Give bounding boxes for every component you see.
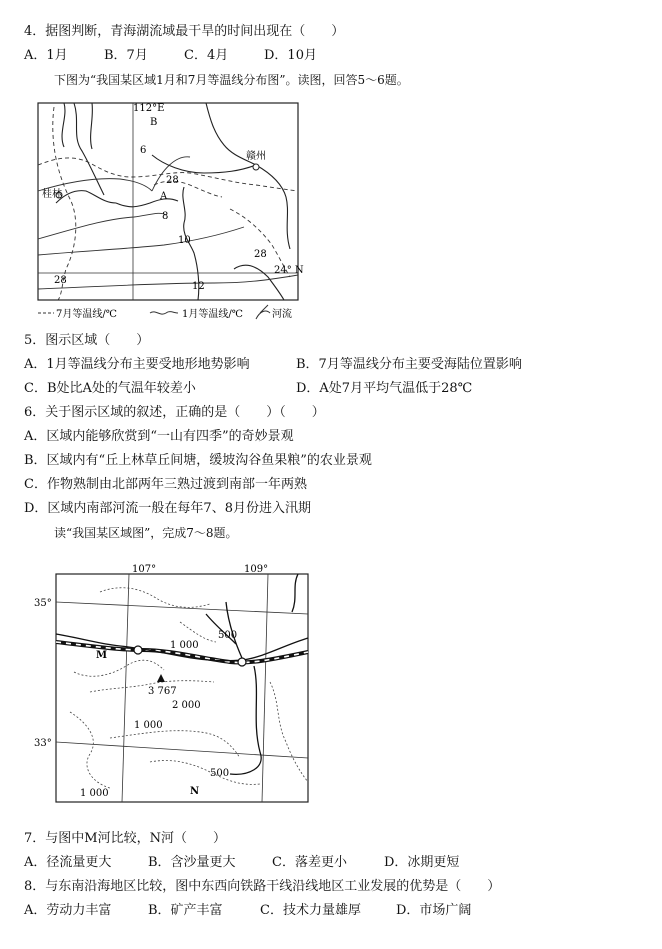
map2-contour bbox=[70, 712, 110, 788]
q4-option-d[interactable]: D．10月 bbox=[264, 48, 317, 63]
map2-label-2000: 2 000 bbox=[172, 700, 201, 711]
map1-label-8: 8 bbox=[162, 211, 169, 222]
q7-option-d[interactable]: D．冰期更短 bbox=[384, 855, 460, 870]
q7-option-c[interactable]: C．落差更小 bbox=[272, 855, 347, 870]
q5-option-d[interactable]: D．A处7月平均气温低于28℃ bbox=[296, 381, 473, 396]
map2-contour bbox=[180, 622, 216, 642]
map1-river bbox=[56, 191, 116, 203]
map2-label-peak: 3 767 bbox=[148, 686, 177, 697]
map2-label-lon109: 109° bbox=[244, 564, 269, 575]
q8-stem: 8．与东南沿海地区比较，图中东西向铁路干线沿线地区工业发展的优势是（ ） bbox=[24, 879, 501, 894]
map2-river-tributary bbox=[292, 574, 298, 612]
map2-parallel-35 bbox=[56, 602, 308, 614]
map2-label-N: N bbox=[190, 786, 200, 797]
map1-river bbox=[256, 165, 290, 249]
map1-label-10: 10 bbox=[178, 235, 191, 246]
q4-options bbox=[24, 48, 624, 64]
q7-option-b[interactable]: B．含沙量更大 bbox=[148, 855, 236, 870]
q6-option-a[interactable]: A．区域内能够欣赏到“一山有四季”的奇妙景观 bbox=[24, 429, 294, 444]
map1-city-ganzhou bbox=[253, 164, 259, 170]
q5-option-a[interactable]: A．1月等温线分布主要受地形地势影响 bbox=[24, 357, 250, 372]
map1-label-12: 12 bbox=[192, 281, 205, 292]
map2-label-M: M bbox=[96, 650, 108, 661]
map2-label-500a: 500 bbox=[218, 630, 238, 641]
intro-5-6: 下图为“我国某区域1月和7月等温线分布图”。读图，回答5～6题。 bbox=[54, 73, 409, 87]
q6-option-d[interactable]: D．区域内南部河流一般在每年7、8月份进入汛期 bbox=[24, 501, 311, 516]
q5-options-row1 bbox=[24, 357, 644, 373]
map1-label-lat: 24° N bbox=[274, 265, 304, 276]
map1-isotherm-july bbox=[53, 107, 76, 300]
q5-options-row2 bbox=[24, 381, 644, 397]
map1-label-28a: 28 bbox=[166, 175, 179, 186]
map2-meridian-109 bbox=[262, 574, 268, 802]
intro-7-8: 读“我国某区域图”，完成7～8题。 bbox=[54, 526, 238, 540]
isotherm-map bbox=[34, 99, 304, 324]
map1-label-A: A bbox=[160, 191, 168, 202]
map2-label-lat33: 33° bbox=[34, 738, 52, 749]
map1-label-28c: 28 bbox=[54, 275, 67, 286]
map1-label-ganzhou: 赣州 bbox=[246, 151, 266, 162]
q7-options bbox=[24, 855, 624, 871]
map2-station bbox=[238, 658, 246, 666]
q5-option-c[interactable]: C．B处比A处的气温年较差小 bbox=[24, 381, 196, 396]
map1-legend-river: 河流 bbox=[272, 309, 292, 320]
q6-option-b[interactable]: B．区域内有“丘上林草丘间塘，缓坡沟谷鱼果粮”的农业景观 bbox=[24, 453, 372, 468]
map1-label-lon: 112°E bbox=[133, 103, 165, 114]
q8-option-b[interactable]: B．矿产丰富 bbox=[148, 903, 223, 918]
q4-option-a[interactable]: A．1月 bbox=[24, 48, 68, 63]
q4-stem: 4．据图判断，青海湖流域最干旱的时间出现在（ ） bbox=[24, 24, 345, 39]
map2-label-1000c: 1 000 bbox=[80, 788, 109, 799]
q8-option-d[interactable]: D．市场广阔 bbox=[396, 903, 472, 918]
map1-label-B: B bbox=[150, 117, 158, 128]
map2-contour bbox=[100, 588, 210, 608]
map1-label-6: 6 bbox=[140, 145, 147, 156]
map1-river bbox=[62, 103, 65, 147]
map1-label-28b: 28 bbox=[254, 249, 267, 260]
map2-contour bbox=[110, 731, 240, 758]
q6-stem: 6．关于图示区域的叙述，正确的是（ ）（ ） bbox=[24, 405, 325, 420]
q4-option-c[interactable]: C．4月 bbox=[184, 48, 229, 63]
map2-label-1000b: 1 000 bbox=[134, 720, 163, 731]
q6-option-c[interactable]: C．作物熟制由北部两年三熟过渡到南部一年两熟 bbox=[24, 477, 307, 492]
map1-legend-july: 7月等温线/℃ bbox=[56, 309, 117, 320]
map2-peak-icon bbox=[157, 674, 165, 682]
map2-contour bbox=[270, 682, 308, 782]
map2-parallel-33 bbox=[56, 742, 308, 758]
regional-map bbox=[30, 562, 314, 808]
map1-river bbox=[116, 199, 178, 207]
map1-legend-jan: 1月等温线/℃ bbox=[182, 309, 243, 320]
map2-contour bbox=[74, 660, 164, 676]
map2-label-lat35: 35° bbox=[34, 598, 52, 609]
map2-label-lon107: 107° bbox=[132, 564, 157, 575]
map1-isotherm-jan-10 bbox=[38, 227, 244, 255]
q5-stem: 5．图示区域（ ） bbox=[24, 333, 150, 348]
q7-option-a[interactable]: A．径流量更大 bbox=[24, 855, 112, 870]
map2-station bbox=[134, 646, 142, 654]
map1-isotherm-jan-12 bbox=[38, 275, 298, 289]
map2-label-500b: 500 bbox=[210, 768, 230, 779]
map1-isotherm-jan-8 bbox=[38, 211, 169, 239]
map1-river bbox=[91, 103, 93, 149]
q8-option-c[interactable]: C．技术力量雄厚 bbox=[260, 903, 361, 918]
q7-stem: 7．与图中M河比较，N河（ ） bbox=[24, 831, 226, 846]
map1-legend-river-icon bbox=[256, 305, 270, 319]
map2-contour bbox=[150, 760, 260, 784]
map2-river-n bbox=[230, 666, 261, 774]
map1-legend-jan-line bbox=[150, 312, 178, 314]
q4-option-b[interactable]: B．7月 bbox=[104, 48, 148, 63]
map2-label-1000a: 1 000 bbox=[170, 640, 199, 651]
map1-label-guilin: 桂林 bbox=[42, 189, 62, 200]
q8-option-a[interactable]: A．劳动力丰富 bbox=[24, 903, 112, 918]
q5-option-b[interactable]: B．7月等温线分布主要受海陆位置影响 bbox=[296, 357, 522, 372]
q8-options bbox=[24, 903, 624, 919]
